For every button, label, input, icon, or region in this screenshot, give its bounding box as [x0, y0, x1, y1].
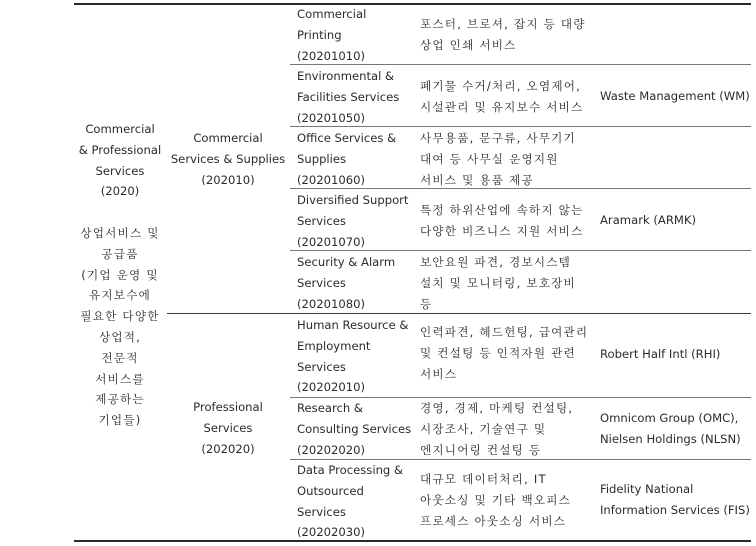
- desc-line: 상업 인쇄 서비스: [420, 37, 517, 52]
- industry-name-line: Services & Supplies: [170, 151, 286, 166]
- sector-name-line: Services: [95, 163, 145, 178]
- company-line: Information Services (FIS): [600, 502, 750, 517]
- sub-industry-name-line: Printing: [297, 27, 342, 42]
- table-top-rule: [74, 3, 751, 5]
- company-line: Nielsen Holdings (NLSN): [600, 431, 741, 446]
- sub-industry-name-line: Services: [297, 275, 346, 290]
- sub-industry-name-line: Diversified Support: [297, 193, 409, 207]
- industry-name-line: Professional: [193, 400, 263, 414]
- sub-industry-name-line: Environmental &: [297, 69, 395, 83]
- desc-line: 대규모 데이터처리, IT: [420, 472, 547, 486]
- sector-desc-line: 기업들): [98, 413, 142, 428]
- desc-line: 인력파견, 헤드헌팅, 급여관리: [420, 325, 589, 339]
- sub-industry-name-cell: [297, 4, 366, 66]
- sub-industry-name-line: Research &: [297, 401, 363, 415]
- sub-industry-name-line: Human Resource &: [297, 318, 409, 332]
- sub-industry-name-line: (20201080): [297, 296, 366, 311]
- desc-line: 시설관리 및 유지보수 서비스: [420, 99, 584, 114]
- industry-cell: [166, 128, 290, 190]
- sub-industry-name-line: Commercial: [297, 7, 367, 21]
- sub-industry-name-line: (20201050): [297, 110, 366, 125]
- sub-industry-name-line: Services: [297, 504, 346, 519]
- industry-name-line: Commercial: [193, 131, 263, 145]
- sector-desc-line: 유지보수에: [89, 288, 151, 303]
- company-cell: [600, 86, 750, 107]
- sector-desc-line: 상업서비스 및: [80, 225, 160, 240]
- desc-line: 보안요원 파견, 경보시스템: [420, 255, 572, 269]
- sub-industry-name-cell: [297, 190, 408, 252]
- sub-industry-desc-cell: [420, 200, 583, 242]
- company-line: Robert Half Intl (RHI): [600, 347, 721, 361]
- desc-line: 다양한 비즈니스 지원 서비스: [420, 223, 584, 238]
- sector-name-line: (2020): [100, 184, 140, 199]
- company-line: Aramark (ARMK): [600, 213, 697, 227]
- desc-line: 폐기물 수거/처리, 오염제어,: [420, 79, 582, 93]
- desc-line: 대여 등 사무실 운영지원: [420, 151, 559, 166]
- sub-industry-name-cell: [297, 460, 403, 543]
- sector-desc-line: 상업적,: [98, 329, 142, 344]
- desc-line: 등: [420, 296, 433, 311]
- sub-industry-name-line: Office Services &: [297, 131, 397, 145]
- sector-desc-line: (기업 운영 및: [81, 267, 159, 282]
- sub-industry-name-line: Services: [297, 359, 346, 374]
- industry-name-line: (202020): [201, 441, 255, 456]
- sector-desc-line: 공급품: [101, 246, 139, 261]
- sector-name-line: & Professional: [78, 142, 162, 157]
- sub-industry-name-line: Employment: [297, 338, 371, 353]
- sub-industry-desc-cell: [420, 252, 576, 314]
- desc-line: 포스터, 브로셔, 잡지 등 대량: [420, 17, 586, 31]
- sub-industry-name-cell: [297, 66, 399, 128]
- company-cell: [600, 479, 750, 521]
- sub-industry-name-line: (20202010): [297, 380, 366, 395]
- sub-industry-name-line: Services: [297, 213, 346, 228]
- industry-cell: [166, 397, 290, 459]
- desc-line: 설치 및 모니터링, 보호장비: [420, 275, 576, 290]
- sub-industry-name-line: (20202030): [297, 525, 366, 540]
- sub-industry-name-line: Security & Alarm: [297, 255, 396, 269]
- desc-line: 경영, 경제, 마케팅 컨설팅,: [420, 401, 574, 415]
- desc-line: 시장조사, 기술연구 및: [420, 421, 547, 436]
- sector-desc-line: 제공하는: [95, 392, 145, 407]
- sector-desc-line: 필요한 다양한: [80, 309, 160, 324]
- sector-desc-line: 서비스를: [95, 371, 145, 386]
- desc-line: 및 컨설팅 등 인적자원 관련: [420, 345, 576, 360]
- industry-name-line: (202010): [201, 172, 255, 187]
- sub-industry-desc-cell: [420, 469, 571, 531]
- sector-desc-line: 전문적: [101, 350, 139, 365]
- sub-industry-name-cell: [297, 315, 408, 398]
- sub-industry-name-cell: [297, 252, 395, 314]
- desc-line: 사무용품, 문구류, 사무기기: [420, 131, 576, 145]
- sub-industry-name-cell: [297, 128, 396, 190]
- sub-industry-name-line: Data Processing &: [297, 463, 404, 477]
- sub-industry-desc-cell: [420, 322, 588, 384]
- sub-industry-name-line: (20201070): [297, 234, 366, 249]
- sub-industry-name-line: Facilities Services: [297, 89, 400, 104]
- sub-industry-name-line: (20201060): [297, 172, 366, 187]
- company-line: Omnicom Group (OMC),: [600, 411, 739, 425]
- industry-name-line: Services: [203, 420, 253, 435]
- sub-industry-name-line: (20202020): [297, 442, 366, 457]
- sub-industry-desc-cell: [420, 76, 583, 118]
- sub-industry-name-line: Outsourced: [297, 483, 364, 498]
- company-line: Waste Management (WM): [600, 89, 750, 103]
- desc-line: 아웃소싱 및 기타 백오피스: [420, 492, 572, 507]
- sub-industry-desc-cell: [420, 14, 586, 56]
- sector-name-line: Commercial: [85, 122, 155, 136]
- sub-industry-name-cell: [297, 398, 411, 460]
- sub-industry-desc-cell: [420, 398, 573, 460]
- desc-line: 서비스: [420, 366, 458, 381]
- company-cell: [600, 408, 741, 450]
- sub-industry-desc-cell: [420, 128, 576, 190]
- company-line: Fidelity National: [600, 482, 694, 496]
- desc-line: 프로세스 아웃소싱 서비스: [420, 513, 567, 528]
- company-cell: [600, 210, 696, 231]
- sub-industry-name-line: Supplies: [297, 151, 347, 166]
- company-cell: [600, 344, 720, 365]
- sub-industry-name-line: Consulting Services: [297, 421, 412, 436]
- desc-line: 서비스 및 용품 제공: [420, 172, 534, 187]
- table-bottom-rule: [74, 540, 751, 542]
- desc-line: 엔지니어링 컨설팅 등: [420, 442, 542, 457]
- desc-line: 특정 하위산업에 속하지 않는: [420, 203, 584, 217]
- sector-cell: [74, 119, 166, 431]
- sub-industry-name-line: (20201010): [297, 48, 366, 63]
